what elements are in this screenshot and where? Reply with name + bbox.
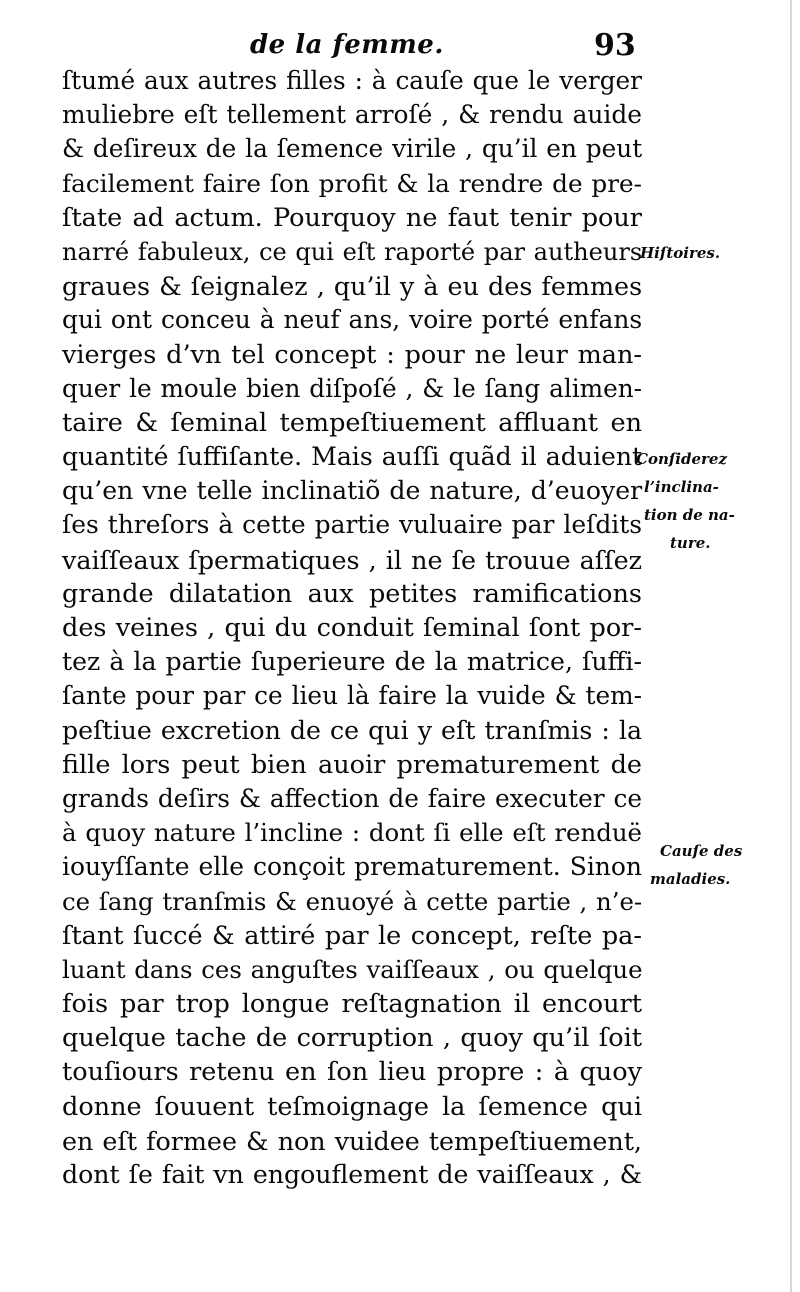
text-line: qui ont conceu à neuf ans, voire porté enfans [62, 305, 643, 335]
margin-note-line: l’inclina- [644, 478, 719, 496]
margin-note-line: Cauſe des [660, 842, 743, 860]
text-line: fille lors peut bien auoir prematurement de [62, 749, 642, 780]
text-line: narré fabuleux, ce qui eſt raporté par autheurs [62, 237, 643, 266]
text-line: vaiſſeaux ſpermatiques , il ne ſe trouue aſſez [62, 544, 642, 575]
text-line: touſiours retenu en ſon lieu propre : à quoy [62, 1057, 642, 1088]
margin-note-line: Hiſtoires. [640, 244, 721, 262]
text-line: ſtant ſuccé & attiré par le concept, reſte pa- [62, 920, 642, 951]
text-line: graues & ſeignalez , qu’il y à eu des femmes [62, 271, 643, 302]
text-line: donne ſouuent teſmoignage la ſemence qui [62, 1091, 642, 1122]
running-title: de la femme. [250, 30, 444, 60]
text-line: ſante pour par ce lieu là faire la vuide & tem- [62, 681, 642, 711]
page-number: 93 [594, 28, 636, 63]
text-line: ſtate ad actum. Pourquoy ne faut tenir pour [62, 202, 642, 233]
text-line: luant dans ces anguſtes vaiſſeaux , ou quelque [62, 954, 643, 984]
text-line: quantité ſuffiſante. Mais auſſi quãd il aduient [62, 442, 643, 472]
text-line: des veines , qui du conduit ſeminal ſont por- [62, 613, 642, 643]
body-text [62, 64, 642, 1192]
text-line: muliebre eſt tellement arroſé , & rendu auide [62, 100, 642, 130]
page-edge-divider [790, 0, 792, 1292]
text-line: quer le moule bien diſpoſé , & le ſang alimen- [62, 373, 642, 403]
margin-note-line: tion de na- [644, 506, 735, 524]
text-line: ſes threſors à cette partie vuluaire par leſdits [62, 510, 643, 540]
text-line: vierges d’vn tel concept : pour ne leur man- [62, 339, 642, 370]
text-line: fois par trop longue reſtagnation il encourt [62, 989, 642, 1020]
text-line: grands deſirs & affection de faire executer ce [62, 783, 642, 813]
text-line: & deſireux de la ſemence virile , qu’il en peut [62, 134, 643, 164]
text-line: à quoy nature l’incline : dont ſi elle eſt renduë [62, 818, 642, 848]
text-line: quelque tache de corruption , quoy qu’il ſoit [62, 1023, 642, 1054]
text-line: qu’en vne telle inclinatiõ de nature, d’euoyer [62, 476, 643, 506]
text-line: tez à la partie ſuperieure de la matrice, ſuffi- [62, 647, 642, 677]
text-line: iouyſſante elle conçoit prematurement. Sinon [62, 852, 642, 882]
margin-note-line: ture. [670, 534, 711, 552]
text-line: ce ſang tranſmis & enuoyé à cette partie , n’e- [62, 886, 643, 916]
text-line: ſtumé aux autres filles : à cauſe que le verger [62, 66, 642, 95]
text-line: taire & ſeminal tempeſtiuement affluant en [62, 407, 642, 438]
text-line: dont ſe fait vn engouflement de vaiſſeaux , & [62, 1160, 643, 1189]
text-line: peſtiue excretion de ce qui y eſt tranſmis : la [62, 715, 642, 745]
margin-note-line: Conſiderez [636, 450, 727, 468]
text-line: en eſt formee & non vuidee tempeſtiuement, [62, 1125, 642, 1156]
margin-note-line: maladies. [650, 870, 731, 888]
text-line: grande dilatation aux petites ramifications [62, 578, 642, 609]
text-line: facilement faire ſon profit & la rendre de pre- [62, 168, 642, 198]
